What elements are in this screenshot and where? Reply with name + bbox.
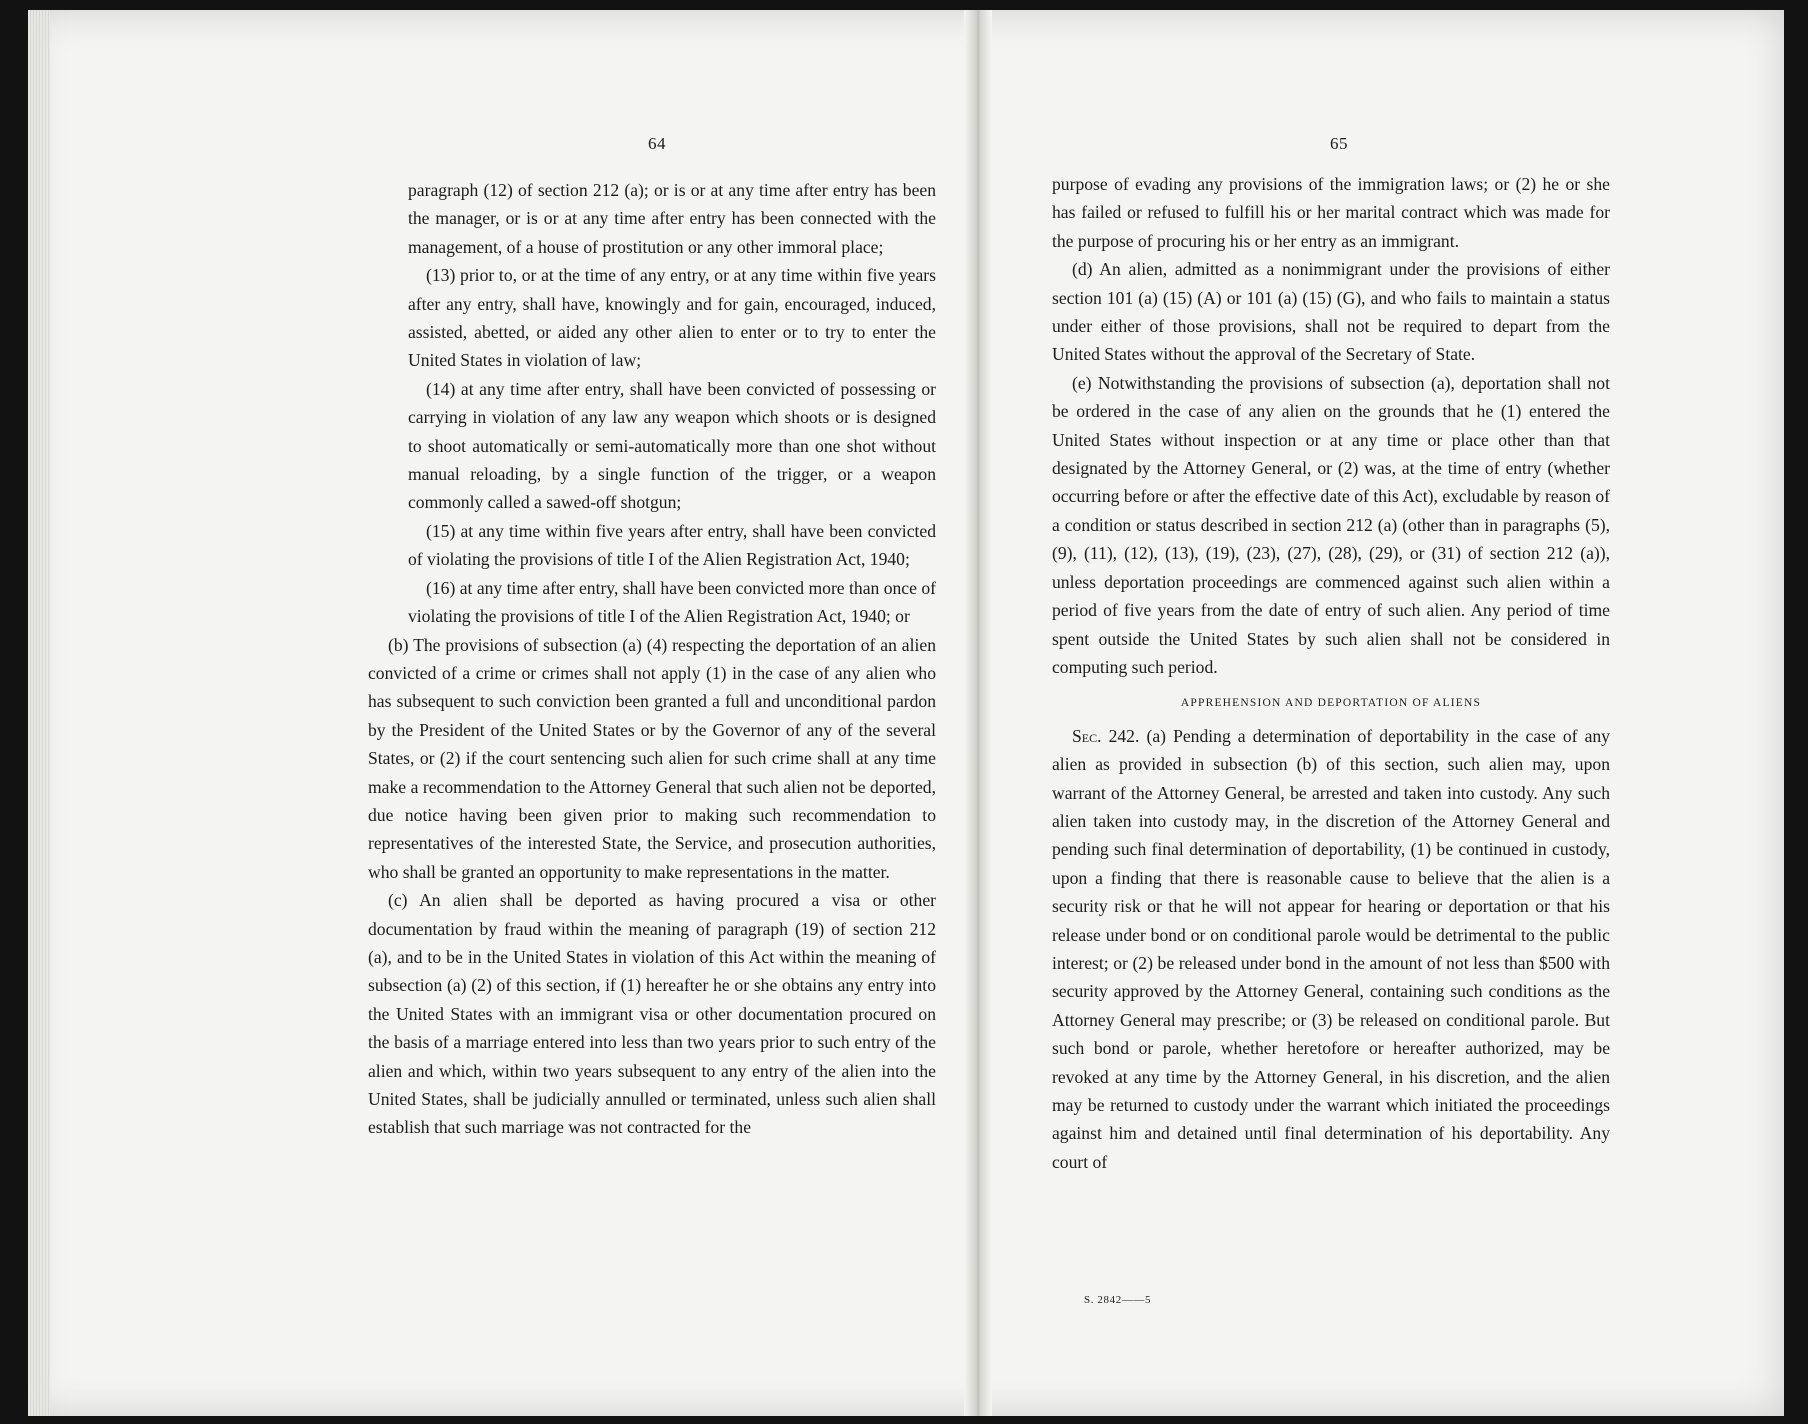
left-paragraph-15: (15) at any time within five years after entry, shall have been convicted of violating the provisions of title I of the Alien Registration Act, 1940; [408,520,936,570]
page-number-left: 64 [648,134,666,153]
right-paragraph-sec-242 [1052,722,1610,1177]
right-paragraph-continued: purpose of evading any provisions of the immigration laws; or (2) he or she has failed or refused to fulfill his or her marital contract which was made for the purpose of procuring his or her entry as an immigrant. [1052,174,1610,251]
section-242-text: (a) Pending a determination of deportability in the case of any alien as provided in subsection (b) of this section, such alien may, upon warrant of the Attorney General, be arrested and taken into custody. Any such alien taken into custody may, in the discretion of the Attorney General and pending such final determination of deportability, (1) be continued in custody, upon a finding that there is reasonable cause to believe that the alien is a security risk or that he will not appear for hearing or deportation or that his release under bond or on conditional parole would be detrimental to the public interest; or (2) be released under bond in the amount of not less than $500 with security approved by the Attorney General, containing such conditions as the Attorney General may prescribe; or (3) be released on conditional parole. But such bond or parole, whether heretofore or hereafter authorized, may be revoked at any time by the Attorney General, in his discretion, and the alien may be returned to custody under the warrant which initiated the proceedings against him and detained until final determination of his deportability. Any court of [1052,725,1610,1172]
right-paragraph-d: (d) An alien, admitted as a nonimmigrant under the provisions of either section 101 (a) (15) (A) or 101 (a) (15) (G), and who fails to maintain a status under either of those provisions, shall not be required to depart from the United States without the approval of the Secretary of State. [1052,259,1610,365]
right-page [992,10,1784,1416]
page-edges [28,10,50,1416]
left-paragraph-14: (14) at any time after entry, shall have been convicted of possessing or carrying in violation of any law any weapon which shoots or is designed to shoot automatically or semi-automatically more than one shot without manual reloading, by a single function of the trigger, or a weapon commonly called a sawed-off shotgun; [408,378,936,513]
book-gutter [964,10,992,1416]
section-heading: APPREHENSION AND DEPORTATION OF ALIENS [1180,697,1482,710]
book-spread [28,10,1784,1416]
left-paragraph-13: (13) prior to, or at the time of any entry, or at any time within five years after any entry, shall have, knowingly and for gain, encouraged, induced, assisted, abetted, or aided any other alien to enter or to try to enter the United States in violation of law; [408,265,936,371]
page-number-right: 65 [1330,134,1348,153]
left-paragraph-1: paragraph (12) of section 212 (a); or is or at any time after entry has been the manager, or is or at any time after entry has been connected with the management, of a house of prostitution or any other immoral place; [408,180,936,257]
right-page-body [1052,170,1610,1176]
print-footer: S. 2842——5 [1084,1294,1152,1306]
left-paragraph-b: (b) The provisions of subsection (a) (4) respecting the deportation of an alien convicted of a crime or crimes shall not apply (1) in the case of any alien who has subsequent to such conviction been granted a full and unconditional pardon by the President of the United States or by the Governor of any of the several States, or (2) if the court sentencing such alien for such crime shall at any time make a recommendation to the Attorney General that such alien not be deported, due notice having been given prior to making such recommendation to representatives of the interested State, the Service, and prosecution authorities, who shall be granted an opportunity to make representations in the matter. [368,634,936,882]
left-paragraph-16: (16) at any time after entry, shall have been convicted more than once of violating the provisions of title I of the Alien Registration Act, 1940; or [408,577,936,627]
section-label: Sec. 242. [1072,725,1140,746]
left-paragraph-c: (c) An alien shall be deported as having procured a visa or other documentation by fraud within the meaning of paragraph (19) of section 212 (a), and to be in the United States in violation of this Act within the meaning of subsection (a) (2) of this section, if (1) hereafter he or she obtains any entry into the United States with an immigrant visa or other documentation procured on the basis of a marriage entered into less than two years prior to such entry of the alien and which, within two years subsequent to any entry of the alien into the United States, shall be judicially annulled or terminated, unless such alien shall establish that such marriage was not contracted for the [368,890,936,1138]
right-paragraph-e: (e) Notwithstanding the provisions of subsection (a), deportation shall not be ordered in the case of any alien on the grounds that he (1) entered the United States without inspection or at any time or place other than that designated by the Attorney General, or (2) was, at the time of entry (whether occurring before or after the effective date of this Act), excludable by reason of a condition or status described in section 212 (a) (other than in paragraphs (5), (9), (11), (12), (13), (19), (23), (27), (28), (29), or (31) of section 212 (a)), unless deportation proceedings are commenced against such alien within a period of five years from the date of entry of such alien. Any period of time spent outside the United States by such alien shall not be considered in computing such period. [1052,372,1610,677]
left-page-body [368,176,936,1142]
left-page [50,10,964,1416]
